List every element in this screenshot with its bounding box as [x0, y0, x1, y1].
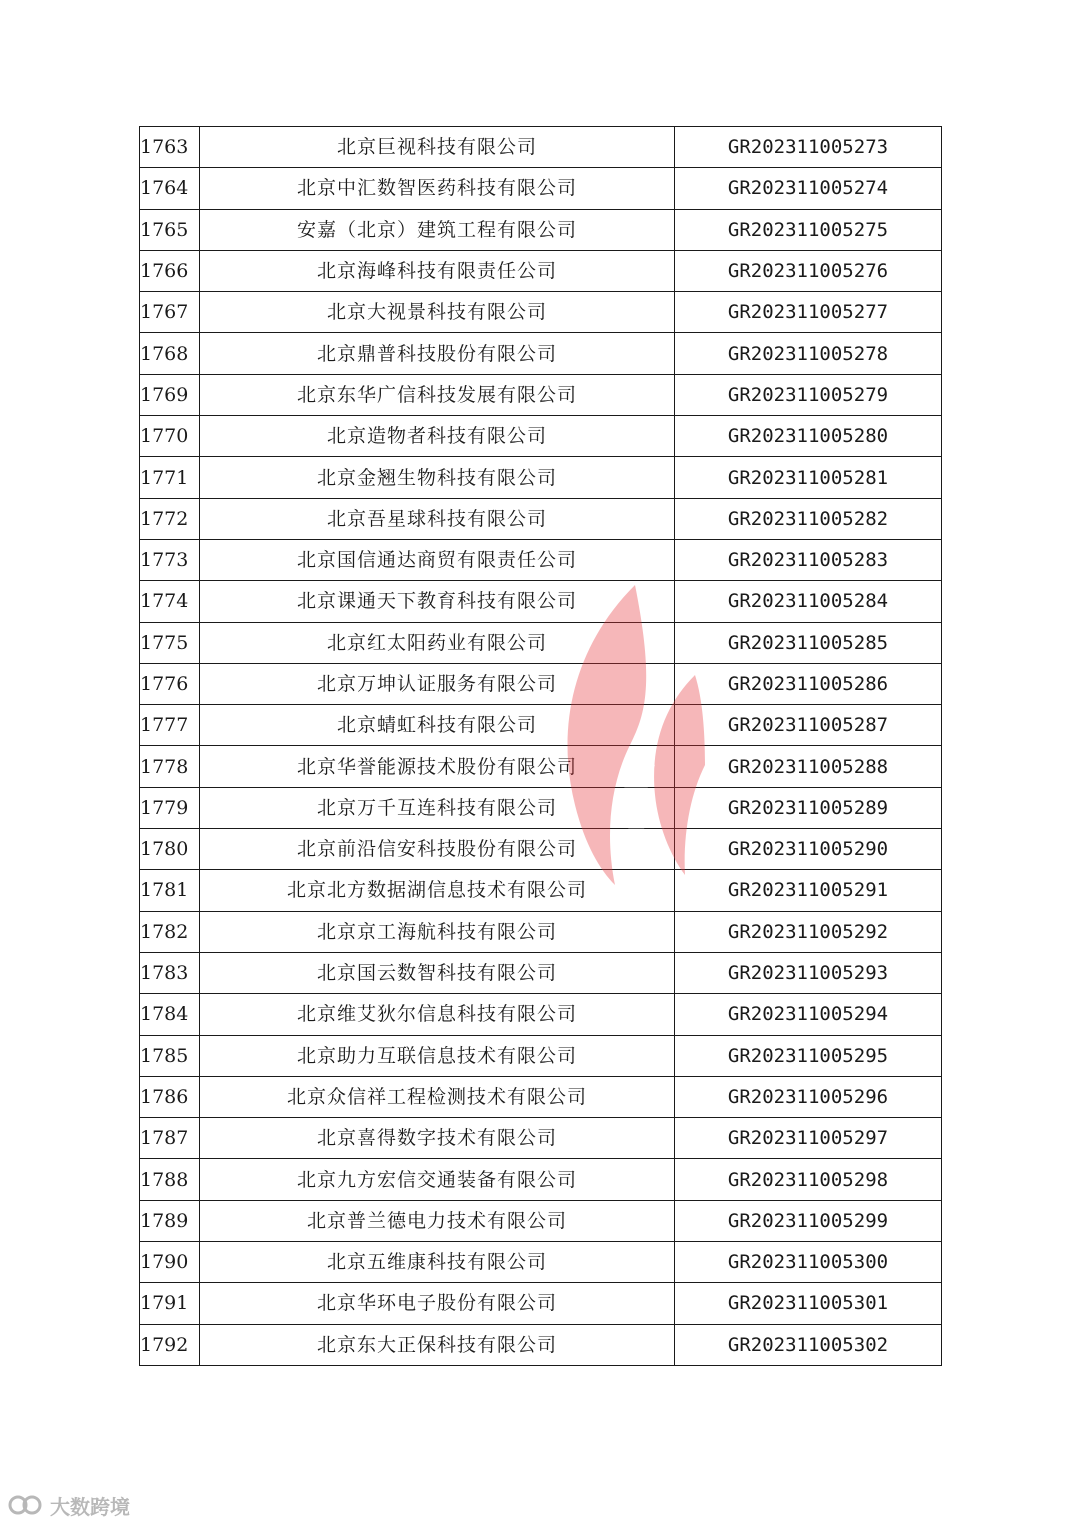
row-index: 1767 [140, 292, 200, 333]
certificate-number: GR202311005284 [675, 581, 942, 622]
row-index: 1765 [140, 209, 200, 250]
table-row [140, 1324, 942, 1365]
row-index: 1782 [140, 911, 200, 952]
table-row [140, 1076, 942, 1117]
certificate-number: GR202311005279 [675, 374, 942, 415]
row-index: 1773 [140, 539, 200, 580]
row-index: 1778 [140, 746, 200, 787]
certificate-number: GR202311005286 [675, 663, 942, 704]
company-name: 北京维艾狄尔信息科技有限公司 [200, 994, 675, 1035]
company-name: 北京东大正保科技有限公司 [200, 1324, 675, 1365]
certificate-number: GR202311005295 [675, 1035, 942, 1076]
row-index: 1783 [140, 952, 200, 993]
certificate-number: GR202311005298 [675, 1159, 942, 1200]
company-name: 北京万坤认证服务有限公司 [200, 663, 675, 704]
row-index: 1771 [140, 457, 200, 498]
company-name: 北京金翘生物科技有限公司 [200, 457, 675, 498]
company-name: 北京普兰德电力技术有限公司 [200, 1200, 675, 1241]
company-name: 北京中汇数智医药科技有限公司 [200, 168, 675, 209]
certificate-number: GR202311005296 [675, 1076, 942, 1117]
table-row [140, 1035, 942, 1076]
company-name: 北京大视景科技有限公司 [200, 292, 675, 333]
table-row [140, 1200, 942, 1241]
row-index: 1785 [140, 1035, 200, 1076]
certificate-number: GR202311005299 [675, 1200, 942, 1241]
footer-watermark-text: 大数跨境 [50, 1494, 130, 1519]
table-row [140, 1118, 942, 1159]
table-row [140, 416, 942, 457]
certificate-number: GR202311005287 [675, 705, 942, 746]
certificate-number: GR202311005290 [675, 829, 942, 870]
certificate-number: GR202311005288 [675, 746, 942, 787]
company-name: 北京蜻虹科技有限公司 [200, 705, 675, 746]
certificate-number: GR202311005277 [675, 292, 942, 333]
row-index: 1776 [140, 663, 200, 704]
table-row [140, 581, 942, 622]
row-index: 1772 [140, 498, 200, 539]
table-row [140, 911, 942, 952]
row-index: 1777 [140, 705, 200, 746]
certificate-number: GR202311005273 [675, 127, 942, 168]
table-row [140, 787, 942, 828]
certificate-number: GR202311005283 [675, 539, 942, 580]
table-row [140, 539, 942, 580]
company-name: 北京国信通达商贸有限责任公司 [200, 539, 675, 580]
table-row [140, 870, 942, 911]
company-name: 北京吾星球科技有限公司 [200, 498, 675, 539]
company-name: 北京华环电子股份有限公司 [200, 1283, 675, 1324]
row-index: 1788 [140, 1159, 200, 1200]
row-index: 1792 [140, 1324, 200, 1365]
table-row [140, 663, 942, 704]
table-row [140, 1242, 942, 1283]
company-name: 北京京工海航科技有限公司 [200, 911, 675, 952]
table-row [140, 168, 942, 209]
company-name: 北京华誉能源技术股份有限公司 [200, 746, 675, 787]
certificate-table [139, 126, 942, 1366]
certificate-number: GR202311005294 [675, 994, 942, 1035]
table-row [140, 333, 942, 374]
company-name: 北京国云数智科技有限公司 [200, 952, 675, 993]
company-name: 北京北方数据湖信息技术有限公司 [200, 870, 675, 911]
table-row [140, 457, 942, 498]
table-row [140, 209, 942, 250]
company-name: 北京海峰科技有限责任公司 [200, 250, 675, 291]
table-row [140, 1283, 942, 1324]
table-row [140, 250, 942, 291]
certificate-number: GR202311005293 [675, 952, 942, 993]
certificate-number: GR202311005282 [675, 498, 942, 539]
company-name: 北京助力互联信息技术有限公司 [200, 1035, 675, 1076]
link-logo-icon [8, 1493, 44, 1517]
row-index: 1775 [140, 622, 200, 663]
certificate-number: GR202311005289 [675, 787, 942, 828]
company-name: 安嘉（北京）建筑工程有限公司 [200, 209, 675, 250]
company-name: 北京课通天下教育科技有限公司 [200, 581, 675, 622]
certificate-number: GR202311005274 [675, 168, 942, 209]
company-name: 北京东华广信科技发展有限公司 [200, 374, 675, 415]
row-index: 1781 [140, 870, 200, 911]
company-name: 北京红太阳药业有限公司 [200, 622, 675, 663]
certificate-number: GR202311005280 [675, 416, 942, 457]
row-index: 1787 [140, 1118, 200, 1159]
certificate-number: GR202311005292 [675, 911, 942, 952]
row-index: 1779 [140, 787, 200, 828]
row-index: 1790 [140, 1242, 200, 1283]
certificate-number: GR202311005281 [675, 457, 942, 498]
company-name: 北京喜得数字技术有限公司 [200, 1118, 675, 1159]
table-row [140, 498, 942, 539]
table-row [140, 994, 942, 1035]
table-body [140, 127, 942, 1366]
company-name: 北京前沿信安科技股份有限公司 [200, 829, 675, 870]
row-index: 1789 [140, 1200, 200, 1241]
certificate-number: GR202311005302 [675, 1324, 942, 1365]
company-name: 北京鼎普科技股份有限公司 [200, 333, 675, 374]
row-index: 1780 [140, 829, 200, 870]
certificate-number: GR202311005276 [675, 250, 942, 291]
table-row [140, 292, 942, 333]
table-row [140, 705, 942, 746]
table-row [140, 746, 942, 787]
certificate-number: GR202311005285 [675, 622, 942, 663]
row-index: 1784 [140, 994, 200, 1035]
row-index: 1763 [140, 127, 200, 168]
certificate-number: GR202311005291 [675, 870, 942, 911]
row-index: 1768 [140, 333, 200, 374]
row-index: 1774 [140, 581, 200, 622]
company-name: 北京九方宏信交通装备有限公司 [200, 1159, 675, 1200]
company-name: 北京万千互连科技有限公司 [200, 787, 675, 828]
row-index: 1770 [140, 416, 200, 457]
company-name: 北京巨视科技有限公司 [200, 127, 675, 168]
table-row [140, 622, 942, 663]
company-name: 北京众信祥工程检测技术有限公司 [200, 1076, 675, 1117]
table-row [140, 829, 942, 870]
certificate-number: GR202311005275 [675, 209, 942, 250]
certificate-number: GR202311005297 [675, 1118, 942, 1159]
certificate-number: GR202311005278 [675, 333, 942, 374]
certificate-number: GR202311005301 [675, 1283, 942, 1324]
row-index: 1786 [140, 1076, 200, 1117]
row-index: 1769 [140, 374, 200, 415]
table-row [140, 127, 942, 168]
row-index: 1791 [140, 1283, 200, 1324]
footer-watermark [8, 1490, 130, 1520]
row-index: 1764 [140, 168, 200, 209]
table-row [140, 374, 942, 415]
row-index: 1766 [140, 250, 200, 291]
table-row [140, 1159, 942, 1200]
company-name: 北京五维康科技有限公司 [200, 1242, 675, 1283]
company-name: 北京造物者科技有限公司 [200, 416, 675, 457]
certificate-number: GR202311005300 [675, 1242, 942, 1283]
table-row [140, 952, 942, 993]
